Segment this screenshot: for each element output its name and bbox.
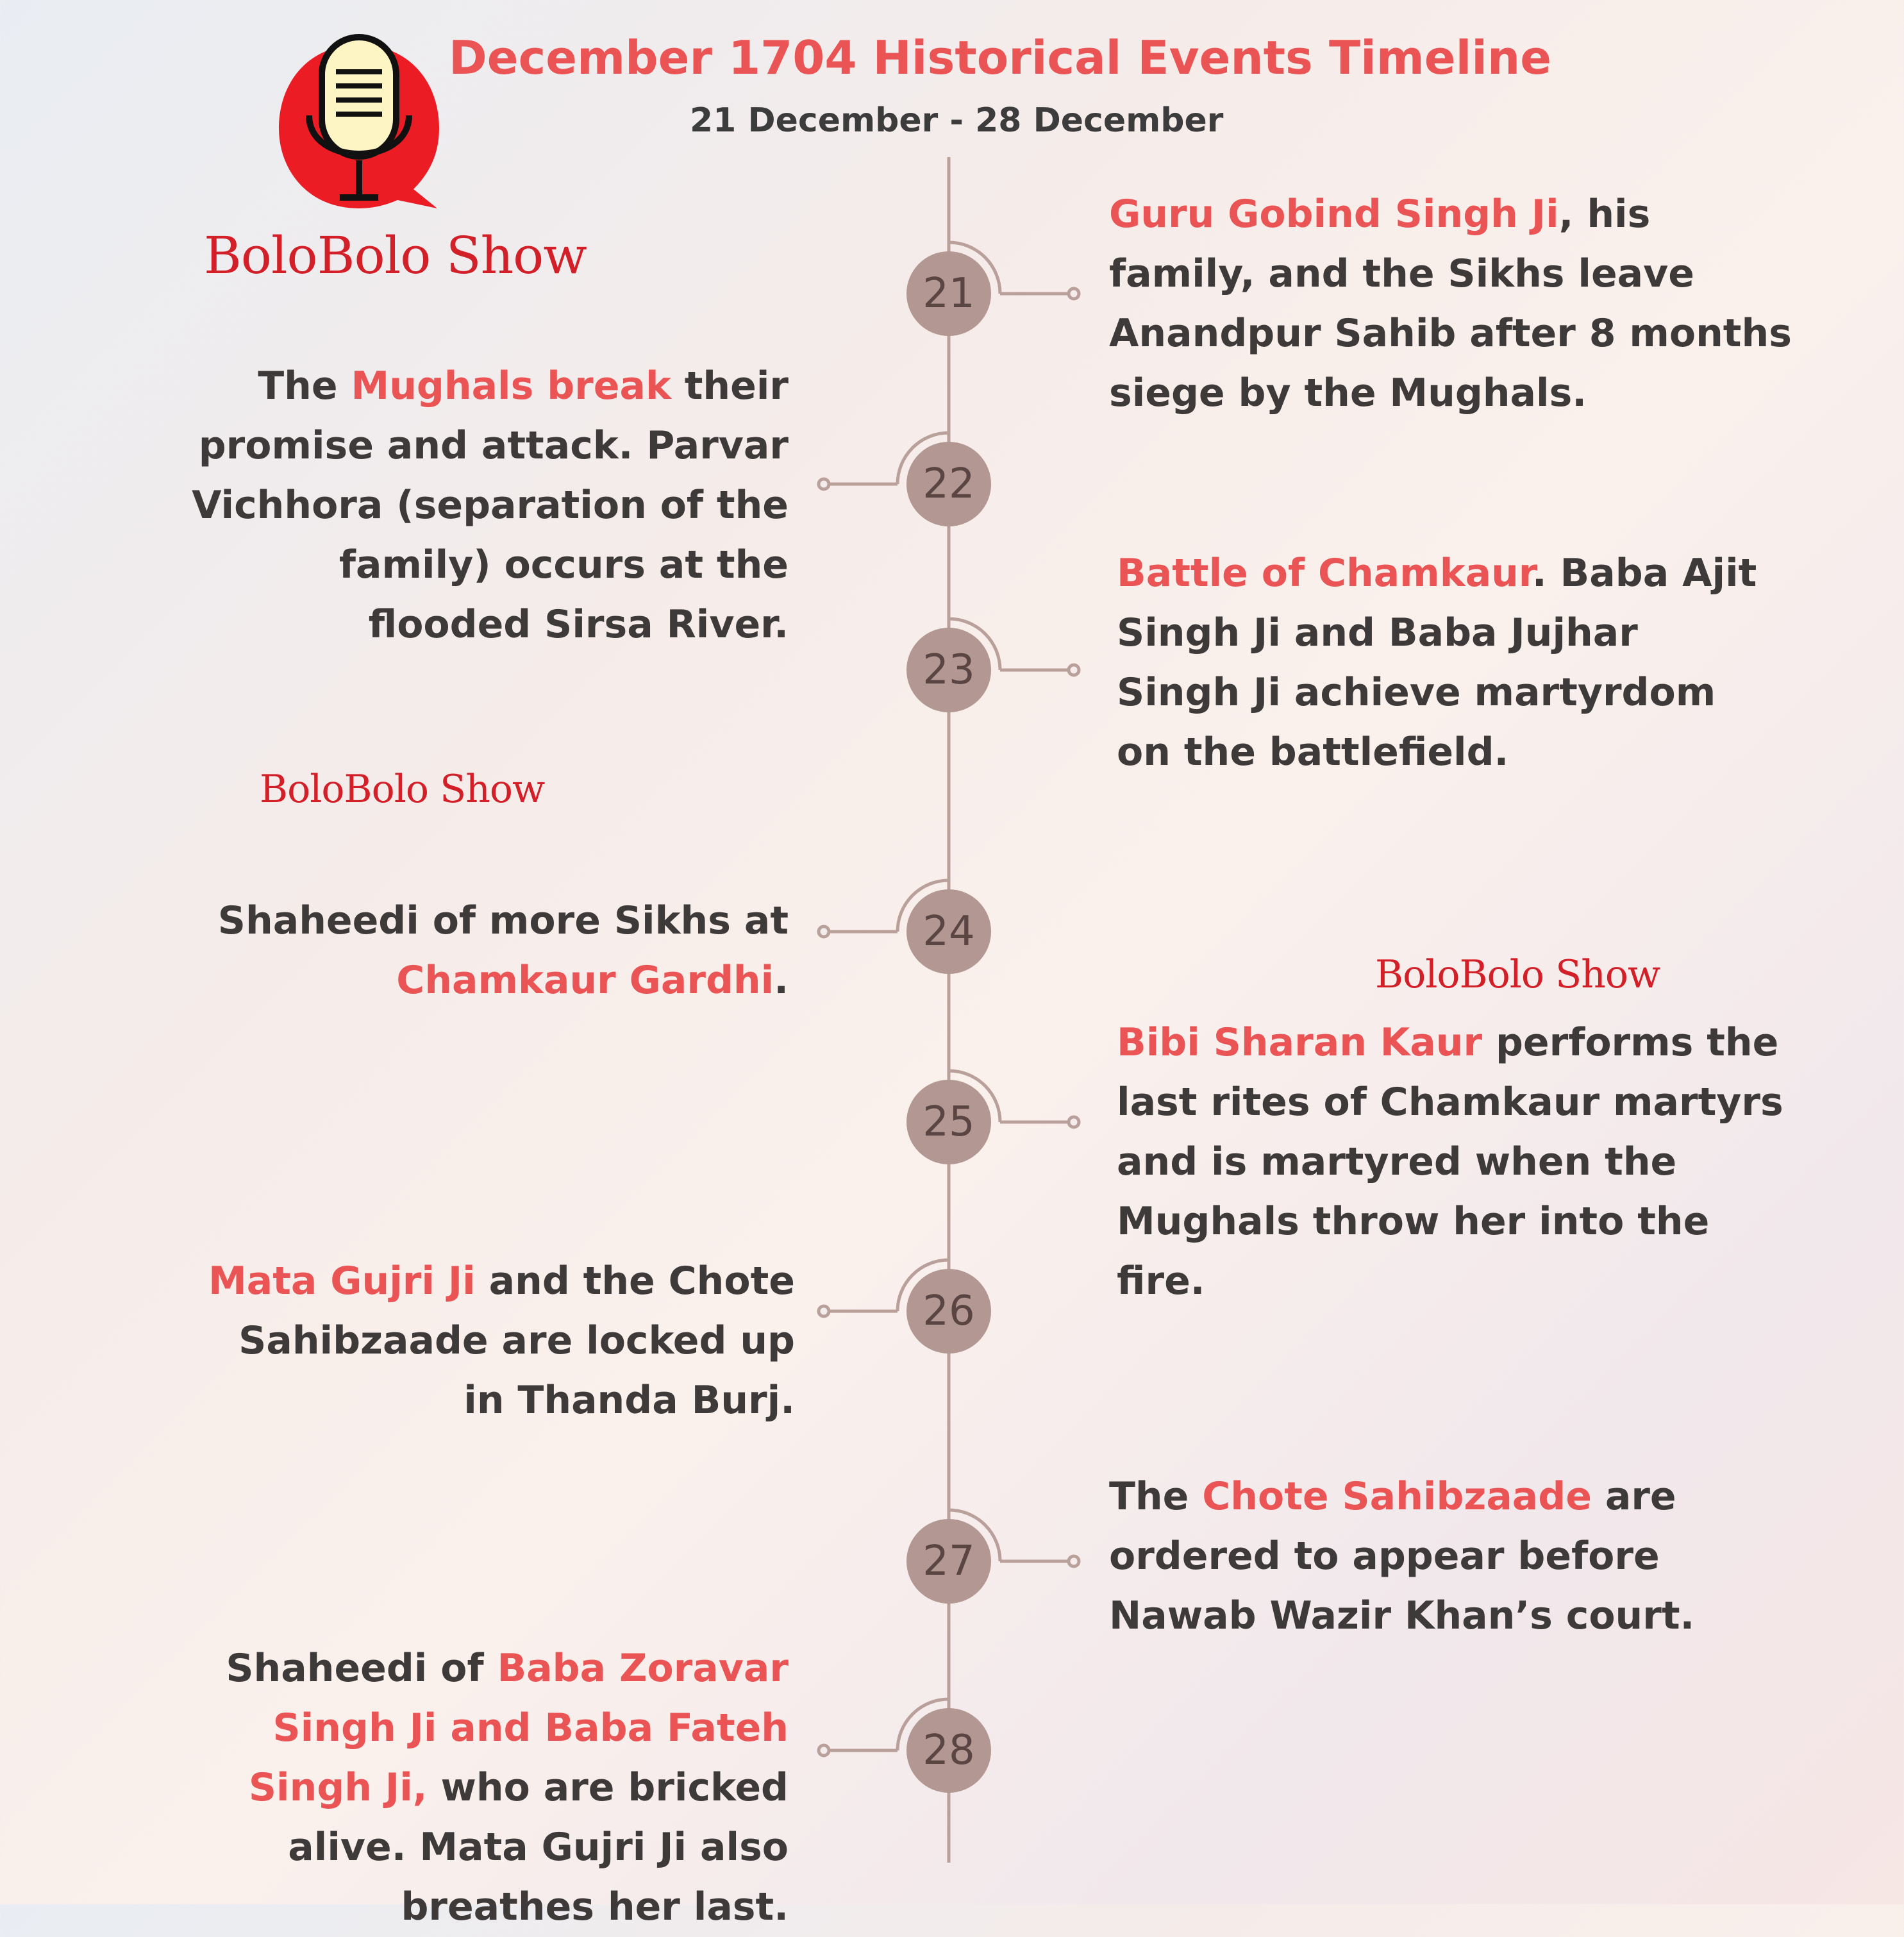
timeline-day-node: 26	[906, 1269, 991, 1354]
timeline-connector-dot	[1069, 289, 1079, 299]
timeline-day-node: 27	[906, 1519, 991, 1604]
timeline-event-text	[173, 356, 789, 655]
event-text: and the Chote Sahibzaade are locked up in Thanda Burj.	[238, 1259, 795, 1423]
event-text: The	[258, 364, 351, 408]
event-text: The	[1109, 1474, 1203, 1519]
timeline-day-node: 23	[906, 628, 991, 712]
timeline-connector-dot	[1069, 1556, 1079, 1566]
brand-watermark: BoloBolo Show	[1375, 952, 1660, 997]
event-text: their promise and attack. Parvar Vichhora (separation of the family) occurs at the flooded Sirsa River.	[192, 364, 789, 647]
timeline-day-node: 22	[906, 442, 991, 526]
timeline-connector-dot	[1069, 1117, 1079, 1127]
event-text: Shaheedi of	[226, 1646, 497, 1691]
page-title: December 1704 Historical Events Timeline	[449, 31, 1552, 85]
event-text: . Baba Ajit Singh Ji and Baba Jujhar Singh Ji achieve martyrdom on the battlefield.	[1117, 551, 1757, 775]
timeline-event-text	[1117, 544, 1758, 782]
event-highlight: Mughals break	[351, 364, 671, 408]
brand-watermark: BoloBolo Show	[260, 767, 545, 812]
event-highlight: Chote Sahibzaade	[1202, 1474, 1592, 1519]
event-text: .	[774, 958, 789, 1003]
event-highlight: Baba Zoravar Singh Ji and Baba Fateh Singh Ji,	[248, 1646, 789, 1810]
event-text: are ordered to appear before Nawab Wazir Khan’s court.	[1109, 1474, 1695, 1638]
page-subtitle: 21 December - 28 December	[690, 101, 1224, 140]
timeline-event-text	[141, 1639, 789, 1937]
timeline-connector-dot	[819, 1306, 829, 1316]
timeline-connector-dot	[819, 479, 829, 489]
event-highlight: Chamkaur Gardhi	[396, 958, 774, 1003]
event-text: Shaheedi of more Sikhs at	[217, 898, 789, 943]
timeline-day-node: 25	[906, 1080, 991, 1164]
event-highlight: Guru Gobind Singh Ji	[1109, 192, 1559, 237]
event-text: , his family, and the Sikhs leave Anandpur Sahib after 8 months siege by the Mughals.	[1109, 192, 1792, 415]
timeline-day-node: 28	[906, 1708, 991, 1793]
timeline-event-text	[192, 1252, 795, 1430]
timeline-event-text	[212, 891, 789, 1010]
timeline-event-text	[1117, 1013, 1790, 1311]
event-text: performs the last rites of Chamkaur martyrs and is martyred when the Mughals throw her into the fire.	[1117, 1020, 1783, 1304]
event-text: who are bricked alive. Mata Gujri Ji also breathes her last.	[288, 1765, 789, 1929]
timeline-event-text	[1109, 185, 1801, 423]
timeline-day-node: 21	[906, 251, 991, 336]
timeline-connector-dot	[819, 1745, 829, 1756]
timeline-day-node: 24	[906, 889, 991, 974]
brand-logo-text: BoloBolo Show	[204, 226, 587, 285]
event-highlight: Battle of Chamkaur	[1117, 551, 1532, 596]
timeline-connector-dot	[819, 927, 829, 937]
timeline-connector-dot	[1069, 665, 1079, 675]
event-highlight: Mata Gujri Ji	[208, 1259, 476, 1304]
event-highlight: Bibi Sharan Kaur	[1117, 1020, 1483, 1065]
timeline-event-text	[1109, 1467, 1750, 1646]
